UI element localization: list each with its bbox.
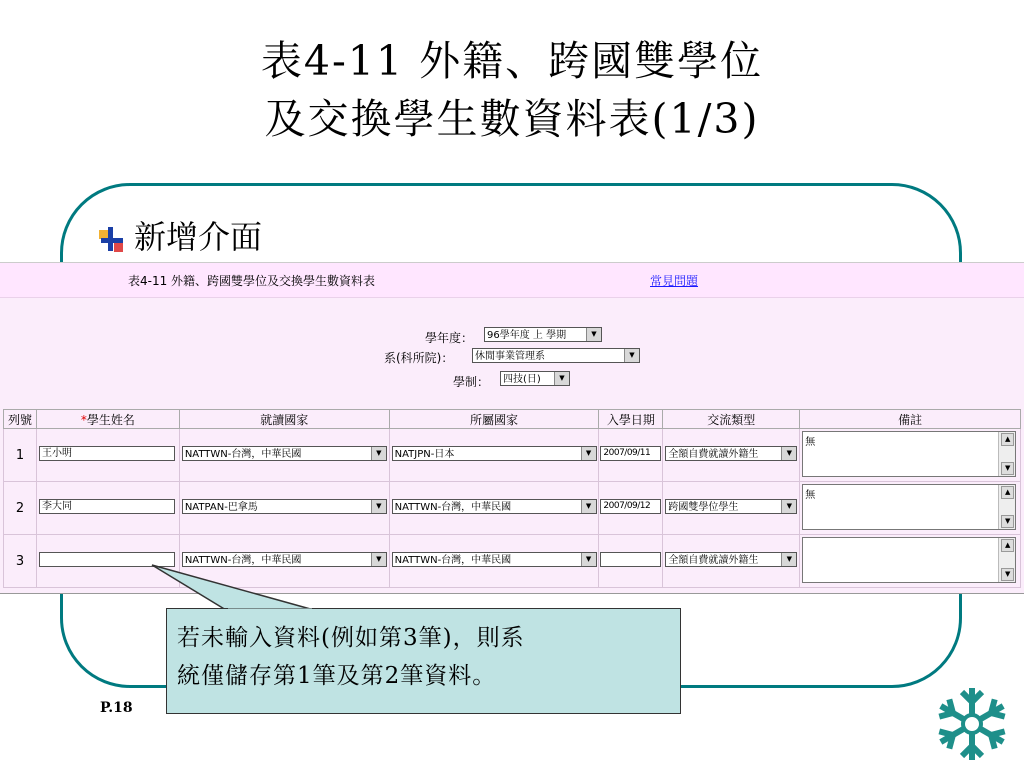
scroll-up-icon[interactable]: ▲ <box>1001 539 1014 552</box>
system-label: 學制： <box>453 375 490 389</box>
exchange-type-value: 全額自費就讀外籍生 <box>668 449 759 460</box>
slide-title-line2: 及交換學生數資料表(1/3) <box>264 95 760 143</box>
chevron-down-icon: ▼ <box>624 349 639 362</box>
system-select-value: 四技(日) <box>503 374 541 385</box>
year-label: 學年度： <box>425 331 474 345</box>
chevron-down-icon: ▼ <box>781 447 796 460</box>
scroll-down-icon[interactable]: ▼ <box>1001 568 1014 581</box>
chevron-down-icon: ▼ <box>781 500 796 513</box>
snowflake-logo-icon <box>928 682 1016 766</box>
slide-title-line1: 表4-11 外籍、跨國雙學位 <box>260 37 764 85</box>
scroll-up-icon[interactable]: ▲ <box>1001 433 1014 446</box>
header-row-number: 列號 <box>4 410 37 429</box>
study-country-value: NATPAN-巴拿馬 <box>184 502 258 513</box>
callout-line2: 統僅儲存第1筆及第2筆資料。 <box>177 663 497 689</box>
chevron-down-icon: ▼ <box>581 447 596 460</box>
exchange-type-value: 全額自費就讀外籍生 <box>668 555 759 566</box>
chevron-down-icon: ▼ <box>371 447 386 460</box>
page-number: P.18 <box>100 700 133 716</box>
home-country-value: NATTWN-台灣，中華民國 <box>394 555 512 566</box>
notes-value: 無 <box>805 490 816 501</box>
dept-label: 系(科所院)： <box>384 351 454 365</box>
student-name-input[interactable]: 王小明 <box>39 446 175 461</box>
scroll-down-icon[interactable]: ▼ <box>1001 462 1014 475</box>
home-country-value: NATTWN-台灣，中華民國 <box>394 502 512 513</box>
header-student-name-text: 學生姓名 <box>86 412 135 427</box>
entry-date-input[interactable]: 2007/09/12 <box>600 499 661 514</box>
callout-note <box>166 608 681 714</box>
row-number: 2 <box>15 500 25 516</box>
chevron-down-icon: ▼ <box>586 328 601 341</box>
chevron-down-icon: ▼ <box>554 372 569 385</box>
header-home-country: 所屬國家 <box>389 410 599 429</box>
callout-line1: 若未輸入資料(例如第3筆)，則系 <box>177 625 525 651</box>
year-select-value: 96學年度 上 學期 <box>487 330 567 341</box>
notes-value: 無 <box>805 437 816 448</box>
dept-select-value: 休閒事業管理系 <box>475 351 545 362</box>
header-entry-date: 入學日期 <box>599 410 663 429</box>
chevron-down-icon: ▼ <box>371 553 386 566</box>
header-student-name: *學生姓名 <box>36 410 179 429</box>
entry-date-input[interactable]: 2007/09/11 <box>600 446 661 461</box>
home-country-value: NATJPN-日本 <box>394 449 455 460</box>
chevron-down-icon: ▼ <box>581 553 596 566</box>
student-name-input[interactable]: 李大同 <box>39 499 175 514</box>
header-notes: 備註 <box>800 410 1021 429</box>
scroll-up-icon[interactable]: ▲ <box>1001 486 1014 499</box>
exchange-type-value: 跨國雙學位學生 <box>668 502 739 513</box>
faq-link[interactable]: 常見問題 <box>650 274 699 288</box>
chevron-down-icon: ▼ <box>581 500 596 513</box>
header-exchange-type: 交流類型 <box>663 410 800 429</box>
form-title: 表4-11 外籍、跨國雙學位及交換學生數資料表 <box>128 274 376 288</box>
bullet-text: 新增介面 <box>134 218 263 256</box>
scroll-down-icon[interactable]: ▼ <box>1001 515 1014 528</box>
row-number: 1 <box>15 447 25 463</box>
row-number: 3 <box>15 553 25 569</box>
chevron-down-icon: ▼ <box>371 500 386 513</box>
study-country-value: NATTWN-台灣，中華民國 <box>184 449 302 460</box>
chevron-down-icon: ▼ <box>781 553 796 566</box>
header-study-country: 就讀國家 <box>179 410 389 429</box>
study-country-value: NATTWN-台灣，中華民國 <box>184 555 302 566</box>
